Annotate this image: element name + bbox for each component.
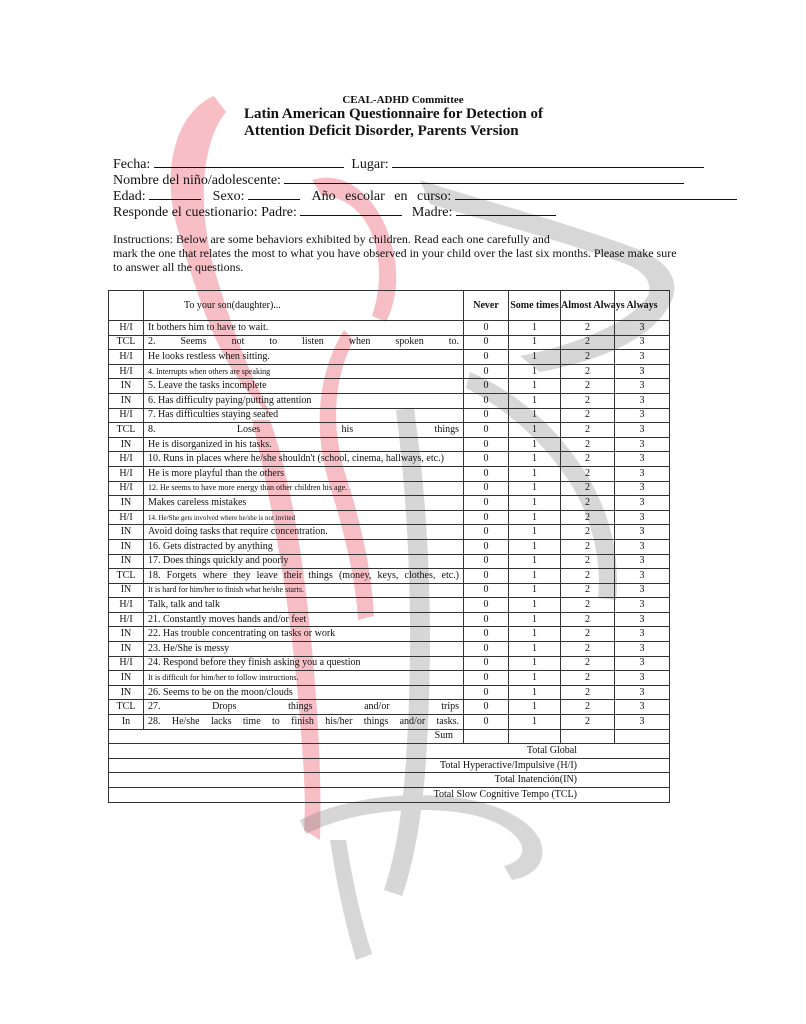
option-always[interactable]: 3: [615, 700, 670, 715]
option-sometimes[interactable]: 1: [509, 321, 561, 336]
table-row: [109, 408, 670, 423]
lugar-label: Lugar:: [351, 157, 389, 172]
row-item-text: It is difficult for him/her to follow instructions.: [144, 671, 464, 686]
option-almost-always[interactable]: 2: [561, 335, 615, 350]
option-always[interactable]: 3: [615, 569, 670, 584]
table-row: [109, 598, 670, 613]
option-sometimes[interactable]: 1: [509, 379, 561, 394]
option-always[interactable]: 3: [615, 525, 670, 540]
fecha-field[interactable]: [154, 155, 344, 168]
table-row: [109, 554, 670, 569]
row-item-text: 6. Has difficulty paying/putting attention: [144, 393, 464, 408]
row-category: IN: [109, 583, 144, 598]
row-category: H/I: [109, 656, 144, 671]
table-row: [109, 656, 670, 671]
committee-heading: CEAL-ADHD Committee: [342, 94, 464, 106]
option-never[interactable]: 0: [464, 642, 509, 657]
row-item-text: It bothers him to have to wait.: [144, 321, 464, 336]
option-always[interactable]: 3: [615, 364, 670, 379]
table-row: [109, 642, 670, 657]
option-never[interactable]: 0: [464, 437, 509, 452]
option-sometimes[interactable]: 1: [509, 350, 561, 365]
row-category: IN: [109, 539, 144, 554]
row-item-text: 17. Does things quickly and poorly: [144, 554, 464, 569]
table-prompt: To your son(daughter)...: [144, 291, 464, 321]
option-always[interactable]: 3: [615, 437, 670, 452]
sum-sometimes[interactable]: [509, 729, 561, 744]
option-always[interactable]: 3: [615, 612, 670, 627]
option-sometimes[interactable]: 1: [509, 408, 561, 423]
row-category: H/I: [109, 510, 144, 525]
option-almost-always[interactable]: 2: [561, 685, 615, 700]
option-never[interactable]: 0: [464, 598, 509, 613]
option-sometimes[interactable]: 1: [509, 569, 561, 584]
option-never[interactable]: 0: [464, 656, 509, 671]
option-always[interactable]: 3: [615, 393, 670, 408]
table-header-row: [109, 291, 670, 321]
madre-field[interactable]: [456, 203, 556, 216]
table-row: [109, 685, 670, 700]
nombre-field[interactable]: [284, 171, 684, 184]
row-category: H/I: [109, 350, 144, 365]
option-almost-always[interactable]: 2: [561, 583, 615, 598]
row-category: TCL: [109, 569, 144, 584]
edad-label: Edad:: [113, 189, 146, 204]
row-category: TCL: [109, 700, 144, 715]
option-sometimes[interactable]: 1: [509, 700, 561, 715]
row-category: H/I: [109, 408, 144, 423]
row-category: H/I: [109, 481, 144, 496]
option-almost-always[interactable]: 2: [561, 321, 615, 336]
table-row: [109, 335, 670, 350]
option-always[interactable]: 3: [615, 510, 670, 525]
row-category: IN: [109, 525, 144, 540]
table-row: [109, 452, 670, 467]
option-almost-always[interactable]: 2: [561, 481, 615, 496]
table-row: [109, 481, 670, 496]
table-row: [109, 364, 670, 379]
row-item-text: He looks restless when sitting.: [144, 350, 464, 365]
table-row: [109, 569, 670, 584]
total-label[interactable]: Total Inatención(IN): [109, 773, 670, 788]
row-category: IN: [109, 685, 144, 700]
header-always: Always: [615, 291, 670, 321]
option-sometimes[interactable]: 1: [509, 452, 561, 467]
table-row: [109, 393, 670, 408]
table-row: [109, 612, 670, 627]
option-always[interactable]: 3: [615, 627, 670, 642]
option-sometimes[interactable]: 1: [509, 496, 561, 511]
option-never[interactable]: 0: [464, 627, 509, 642]
row-category: IN: [109, 554, 144, 569]
option-almost-always[interactable]: 2: [561, 466, 615, 481]
table-row: [109, 715, 670, 730]
row-item-text: Talk, talk and talk: [144, 598, 464, 613]
option-always[interactable]: 3: [615, 671, 670, 686]
row-item-text: 28. He/she lacks time to finish his/her things and/or tasks.: [144, 715, 464, 730]
option-almost-always[interactable]: 2: [561, 642, 615, 657]
row-item-text: It is hard for him/her to finish what he/she starts.: [144, 583, 464, 598]
row-item-text: 24. Respond before they finish asking you a question: [144, 656, 464, 671]
row-category: IN: [109, 393, 144, 408]
option-almost-always[interactable]: 2: [561, 598, 615, 613]
option-almost-always[interactable]: 2: [561, 627, 615, 642]
table-row: [109, 437, 670, 452]
option-almost-always[interactable]: 2: [561, 525, 615, 540]
option-almost-always[interactable]: 2: [561, 700, 615, 715]
option-always[interactable]: 3: [615, 656, 670, 671]
row-item-text: Makes careless mistakes: [144, 496, 464, 511]
option-never[interactable]: 0: [464, 321, 509, 336]
total-label[interactable]: Total Hyperactive/Impulsive (H/I): [109, 758, 670, 773]
patient-info-form: [113, 155, 733, 219]
table-row: [109, 350, 670, 365]
row-item-text: 23. He/She is messy: [144, 642, 464, 657]
row-item-text: He is disorganized in his tasks.: [144, 437, 464, 452]
row-category: In: [109, 715, 144, 730]
row-item-text: 10. Runs in places where he/she shouldn't (school, cinema, hallways, etc.): [144, 452, 464, 467]
instructions-line-1: Instructions: Below are some behaviors exhibited by children. Read each one carefully and: [113, 232, 550, 246]
table-row: [109, 466, 670, 481]
madre-label: Madre:: [411, 205, 453, 220]
row-item-text: 18. Forgets where they leave their things (money, keys, clothes, etc.): [144, 569, 464, 584]
option-never[interactable]: 0: [464, 612, 509, 627]
option-always[interactable]: 3: [615, 321, 670, 336]
option-always[interactable]: 3: [615, 423, 670, 438]
header-never: Never: [464, 291, 509, 321]
option-sometimes[interactable]: 1: [509, 642, 561, 657]
option-never[interactable]: 0: [464, 379, 509, 394]
option-never[interactable]: 0: [464, 525, 509, 540]
row-category: H/I: [109, 321, 144, 336]
option-almost-always[interactable]: 2: [561, 612, 615, 627]
row-item-text: 26. Seems to be on the moon/clouds: [144, 685, 464, 700]
option-sometimes[interactable]: 1: [509, 656, 561, 671]
document-title: [244, 106, 543, 140]
table-row: [109, 700, 670, 715]
row-category: H/I: [109, 612, 144, 627]
questionnaire-table: [108, 290, 670, 803]
instructions-line-2: mark the one that relates the most to what you have observed in your child over the last six months. Please make sure: [113, 246, 677, 260]
option-sometimes[interactable]: 1: [509, 393, 561, 408]
option-never[interactable]: 0: [464, 466, 509, 481]
option-almost-always[interactable]: 2: [561, 423, 615, 438]
total-row: [109, 744, 670, 759]
row-item-text: 12. He seems to have more energy than other children his age.: [144, 481, 464, 496]
row-category: IN: [109, 496, 144, 511]
form-line-3: [113, 187, 733, 203]
fecha-label: Fecha:: [113, 157, 151, 172]
option-sometimes[interactable]: 1: [509, 685, 561, 700]
option-sometimes[interactable]: 1: [509, 539, 561, 554]
option-never[interactable]: 0: [464, 510, 509, 525]
option-almost-always[interactable]: 2: [561, 656, 615, 671]
row-item-text: 4. Interrupts when others are speaking: [144, 364, 464, 379]
row-category: H/I: [109, 364, 144, 379]
option-sometimes[interactable]: 1: [509, 423, 561, 438]
sexo-field[interactable]: [248, 187, 300, 200]
option-always[interactable]: 3: [615, 379, 670, 394]
option-almost-always[interactable]: 2: [561, 364, 615, 379]
option-always[interactable]: 3: [615, 554, 670, 569]
option-never[interactable]: 0: [464, 481, 509, 496]
row-item-text: 14. He/She gets involved where he/she is not invited: [144, 510, 464, 525]
option-never[interactable]: 0: [464, 335, 509, 350]
row-category: IN: [109, 379, 144, 394]
row-category: H/I: [109, 466, 144, 481]
anio-label: Año escolar en curso:: [311, 189, 452, 204]
option-never[interactable]: 0: [464, 539, 509, 554]
row-category: TCL: [109, 335, 144, 350]
option-never[interactable]: 0: [464, 423, 509, 438]
table-row: [109, 321, 670, 336]
option-always[interactable]: 3: [615, 496, 670, 511]
row-category: IN: [109, 671, 144, 686]
option-almost-always[interactable]: 2: [561, 452, 615, 467]
option-sometimes[interactable]: 1: [509, 554, 561, 569]
option-never[interactable]: 0: [464, 715, 509, 730]
option-almost-always[interactable]: 2: [561, 496, 615, 511]
instructions: [113, 232, 703, 274]
nombre-label: Nombre del niño/adolescente:: [113, 173, 281, 188]
option-sometimes[interactable]: 1: [509, 437, 561, 452]
option-sometimes[interactable]: 1: [509, 481, 561, 496]
row-item-text: He is more playful than the others: [144, 466, 464, 481]
form-line-2: [113, 171, 733, 187]
row-category: H/I: [109, 598, 144, 613]
option-always[interactable]: 3: [615, 642, 670, 657]
option-sometimes[interactable]: 1: [509, 671, 561, 686]
option-always[interactable]: 3: [615, 452, 670, 467]
padre-field[interactable]: [300, 203, 402, 216]
option-sometimes[interactable]: 1: [509, 466, 561, 481]
row-item-text: 2. Seems not to listen when spoken to.: [144, 335, 464, 350]
option-never[interactable]: 0: [464, 685, 509, 700]
option-always[interactable]: 3: [615, 539, 670, 554]
option-almost-always[interactable]: 2: [561, 379, 615, 394]
option-almost-always[interactable]: 2: [561, 539, 615, 554]
option-never[interactable]: 0: [464, 452, 509, 467]
option-never[interactable]: 0: [464, 671, 509, 686]
option-never[interactable]: 0: [464, 554, 509, 569]
sum-never[interactable]: [464, 729, 509, 744]
option-never[interactable]: 0: [464, 393, 509, 408]
sum-row: [109, 729, 670, 744]
table-row: [109, 510, 670, 525]
responde-label: Responde el cuestionario: Padre:: [113, 205, 297, 220]
option-never[interactable]: 0: [464, 408, 509, 423]
option-sometimes[interactable]: 1: [509, 364, 561, 379]
row-category: IN: [109, 627, 144, 642]
option-almost-always[interactable]: 2: [561, 671, 615, 686]
option-almost-always[interactable]: 2: [561, 350, 615, 365]
table-row: [109, 379, 670, 394]
option-almost-always[interactable]: 2: [561, 510, 615, 525]
option-sometimes[interactable]: 1: [509, 525, 561, 540]
option-always[interactable]: 3: [615, 715, 670, 730]
option-almost-always[interactable]: 2: [561, 437, 615, 452]
table-row: [109, 627, 670, 642]
option-always[interactable]: 3: [615, 350, 670, 365]
lugar-field[interactable]: [392, 155, 704, 168]
total-row: [109, 773, 670, 788]
row-category: IN: [109, 642, 144, 657]
option-sometimes[interactable]: 1: [509, 335, 561, 350]
category-header: [109, 291, 144, 321]
table-row: [109, 525, 670, 540]
option-always[interactable]: 3: [615, 685, 670, 700]
table-row: [109, 671, 670, 686]
option-never[interactable]: 0: [464, 350, 509, 365]
row-category: TCL: [109, 423, 144, 438]
option-always[interactable]: 3: [615, 408, 670, 423]
table-row: [109, 423, 670, 438]
option-sometimes[interactable]: 1: [509, 583, 561, 598]
row-item-text: 22. Has trouble concentrating on tasks or work: [144, 627, 464, 642]
option-never[interactable]: 0: [464, 496, 509, 511]
option-sometimes[interactable]: 1: [509, 715, 561, 730]
form-line-1: [113, 155, 733, 171]
title-line-1: Latin American Questionnaire for Detection of: [244, 106, 543, 122]
table-row: [109, 539, 670, 554]
option-almost-always[interactable]: 2: [561, 554, 615, 569]
option-almost-always[interactable]: 2: [561, 393, 615, 408]
sum-almost-always[interactable]: [561, 729, 615, 744]
row-item-text: 16. Gets distracted by anything: [144, 539, 464, 554]
total-row: [109, 788, 670, 803]
option-never[interactable]: 0: [464, 583, 509, 598]
row-item-text: Avoid doing tasks that require concentration.: [144, 525, 464, 540]
row-item-text: 8. Loses his things: [144, 423, 464, 438]
option-never[interactable]: 0: [464, 569, 509, 584]
title-line-2: Attention Deficit Disorder, Parents Version: [244, 123, 519, 139]
option-sometimes[interactable]: 1: [509, 627, 561, 642]
option-always[interactable]: 3: [615, 481, 670, 496]
option-almost-always[interactable]: 2: [561, 408, 615, 423]
option-almost-always[interactable]: 2: [561, 569, 615, 584]
option-sometimes[interactable]: 1: [509, 510, 561, 525]
row-category: IN: [109, 437, 144, 452]
row-item-text: 5. Leave the tasks incomplete: [144, 379, 464, 394]
total-row: [109, 758, 670, 773]
header-almost-always: Almost Always: [561, 291, 615, 321]
sexo-label: Sexo:: [212, 189, 245, 204]
option-always[interactable]: 3: [615, 466, 670, 481]
table-row: [109, 496, 670, 511]
option-sometimes[interactable]: 1: [509, 598, 561, 613]
table-row: [109, 583, 670, 598]
total-label[interactable]: Total Global: [109, 744, 670, 759]
option-never[interactable]: 0: [464, 700, 509, 715]
option-always[interactable]: 3: [615, 598, 670, 613]
option-always[interactable]: 3: [615, 335, 670, 350]
option-always[interactable]: 3: [615, 583, 670, 598]
option-sometimes[interactable]: 1: [509, 612, 561, 627]
row-item-text: 27. Drops things and/or trips: [144, 700, 464, 715]
row-item-text: 21. Constantly moves hands and/or feet: [144, 612, 464, 627]
header-sometimes: Some times: [509, 291, 561, 321]
form-line-4: [113, 203, 733, 219]
option-almost-always[interactable]: 2: [561, 715, 615, 730]
option-never[interactable]: 0: [464, 364, 509, 379]
edad-field[interactable]: [149, 187, 201, 200]
sum-always[interactable]: [615, 729, 670, 744]
total-label[interactable]: Total Slow Cognitive Tempo (TCL): [109, 788, 670, 803]
sum-label: Sum: [109, 729, 464, 744]
instructions-line-3: to answer all the questions.: [113, 260, 244, 274]
anio-field[interactable]: [455, 187, 737, 200]
row-item-text: 7. Has difficulties staying seated: [144, 408, 464, 423]
row-category: H/I: [109, 452, 144, 467]
